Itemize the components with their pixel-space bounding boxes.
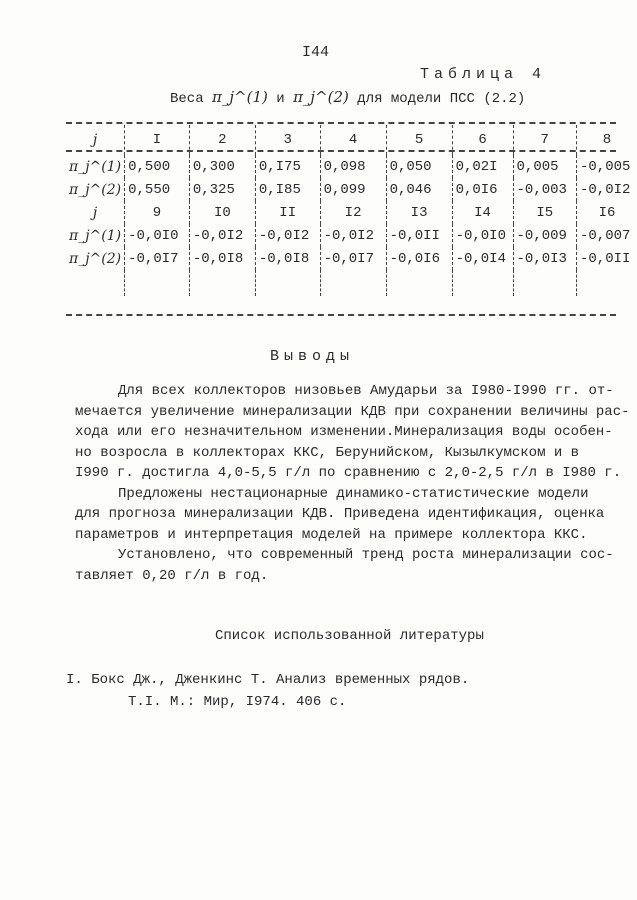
table-cell: II — [255, 201, 320, 224]
row-label: π_j^(1) — [69, 158, 122, 175]
table-cell: 4 — [320, 125, 386, 155]
table-cell: 5 — [386, 125, 452, 155]
table-cell: -0,0I3 — [513, 247, 576, 270]
table-cell: 0,050 — [386, 155, 452, 178]
table-cell: I6 — [576, 201, 637, 224]
text-line: тавляет 0,20 г/л в год. — [75, 567, 269, 584]
table-cell: I5 — [513, 201, 576, 224]
table-row — [66, 224, 637, 247]
row-label: π_j^(2) — [69, 250, 122, 267]
table-cell: -0,0I8 — [255, 247, 320, 270]
table-cell: 8 — [576, 125, 637, 155]
table-cell: -0,0I2 — [576, 178, 637, 201]
table-cell: -0,0I4 — [452, 247, 513, 270]
table-row — [66, 155, 637, 178]
caption-symbol: π_j^(2) — [293, 88, 349, 106]
table-cell: -0,003 — [513, 178, 576, 201]
table-rule — [66, 314, 616, 316]
table-cell: -0,0I7 — [125, 247, 190, 270]
text-line: Предложены нестационарные динамико-статистические модели — [118, 485, 589, 502]
table-cell: 0,300 — [189, 155, 255, 178]
table-row — [66, 247, 637, 270]
table-cell: I — [125, 125, 190, 155]
table-cell: 6 — [452, 125, 513, 155]
text-line: для прогноза минерализации КДВ. Приведена идентификация, оценка — [75, 506, 605, 522]
table-cell: I2 — [320, 201, 386, 224]
table-cell: 2 — [189, 125, 255, 155]
table-cell: -0,0I2 — [255, 224, 320, 247]
conclusions-heading: Выводы — [270, 348, 355, 365]
table-cell: -0,0I8 — [189, 247, 255, 270]
caption-text: Веса — [170, 91, 204, 107]
text-line: хода или его незначительном изменении.Минерализация воды особен- — [75, 424, 613, 440]
table-cell: -0,0I2 — [320, 224, 386, 247]
table-row — [66, 201, 637, 224]
text-line: но возросла в коллекторах ККС, Берунийском, Кызылкумском и в — [75, 444, 580, 461]
table-caption — [170, 88, 525, 107]
table-rule — [66, 122, 616, 124]
caption-symbol: π_j^(1) — [212, 88, 268, 106]
weights-table — [66, 125, 637, 296]
table-cell: 0,005 — [513, 155, 576, 178]
table-cell: -0,005 — [576, 155, 637, 178]
table-cell: 0,0I6 — [452, 178, 513, 201]
table-cell: 0,I75 — [255, 155, 320, 178]
table-cell: -0,0II — [386, 224, 452, 247]
table-cell: 0,098 — [320, 155, 386, 178]
table-cell: I4 — [452, 201, 513, 224]
table-cell: -0,007 — [576, 224, 637, 247]
table-cell: 0,046 — [386, 178, 452, 201]
row-label: j — [92, 132, 98, 148]
table-cell: -0,0I6 — [386, 247, 452, 270]
table-cell: 0,500 — [125, 155, 190, 178]
caption-text: для модели ПСС (2.2) — [357, 91, 526, 107]
table-cell: -0,0I0 — [452, 224, 513, 247]
table-row — [66, 125, 637, 155]
text-line: Для всех коллекторов низовьев Амударьи за I980-I990 гг. от- — [118, 383, 614, 399]
table-cell: 0,550 — [125, 178, 190, 201]
table-cell: 0,I85 — [255, 178, 320, 201]
table-row — [66, 270, 637, 296]
row-label: π_j^(1) — [69, 227, 122, 244]
table-cell: -0,0I2 — [189, 224, 255, 247]
table-cell: -0,0I0 — [125, 224, 190, 247]
row-label: j — [92, 204, 98, 221]
table-cell: 0,325 — [189, 178, 255, 201]
text-line: параметров и интерпретация моделей на примере коллектора ККС. — [75, 526, 588, 543]
table-cell: 9 — [125, 201, 190, 224]
text-line: Установлено, что современный тренд роста минерализации сос- — [118, 547, 614, 563]
reference-item: I. Бокс Дж., Дженкинс Т. Анализ временных рядов. — [66, 672, 470, 688]
caption-text: и — [276, 91, 285, 107]
table-cell: -0,0I7 — [320, 247, 386, 270]
table-row — [66, 178, 637, 201]
row-label: π_j^(2) — [69, 181, 122, 198]
text-line: мечается увеличение минерализации КДВ при сохранении величины рас- — [75, 403, 630, 420]
reference-item: Т.I. М.: Мир, I974. 406 с. — [128, 694, 347, 710]
table-cell: -0,009 — [513, 224, 576, 247]
page-number: I44 — [302, 44, 330, 61]
table-cell: 7 — [513, 125, 576, 155]
table-cell: 3 — [255, 125, 320, 155]
references-heading: Список использованной литературы — [215, 628, 484, 644]
table-cell: 0,099 — [320, 178, 386, 201]
table-cell: I0 — [189, 201, 255, 224]
table-cell: 0,02I — [452, 155, 513, 178]
table-cell: I3 — [386, 201, 452, 224]
table-cell: -0,0II — [576, 247, 637, 270]
text-line: I990 г. достигла 4,0-5,5 г/л по сравнению с 2,0-2,5 г/л в I980 г. — [75, 465, 622, 481]
table-label: Таблица 4 — [420, 66, 547, 83]
